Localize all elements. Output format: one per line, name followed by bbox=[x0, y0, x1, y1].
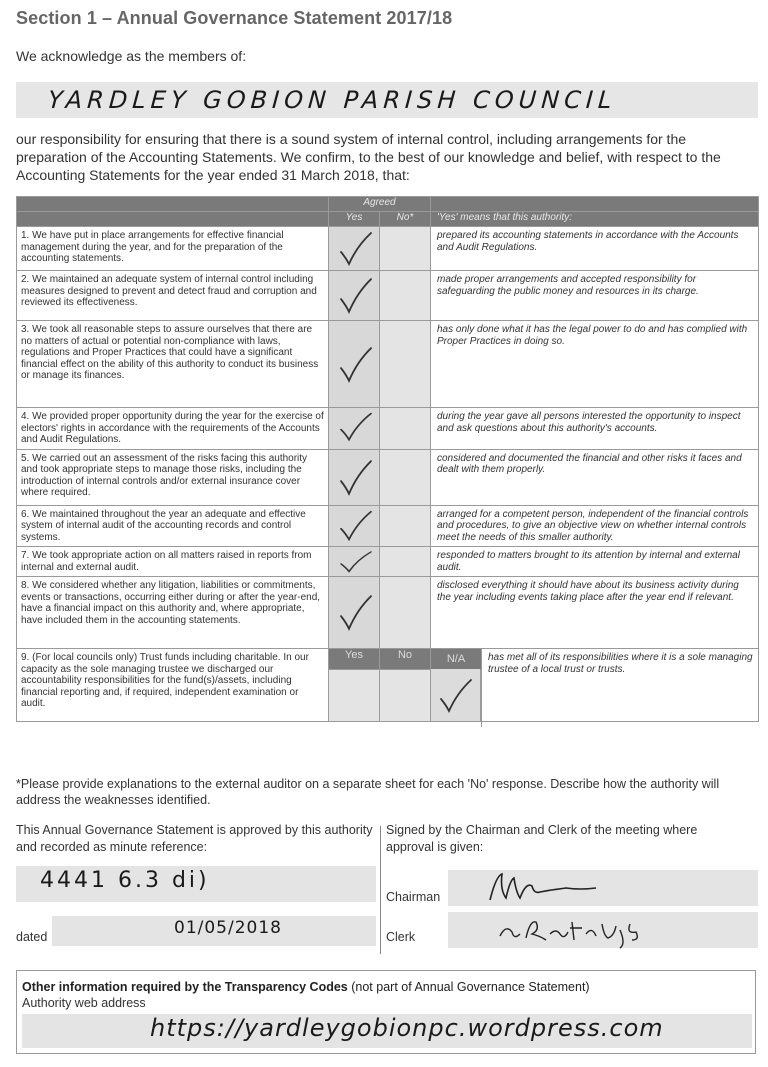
statement-row bbox=[17, 449, 759, 505]
yes-cell bbox=[329, 547, 380, 577]
other-information-title-bold: Other information required by the Transparency Codes bbox=[22, 980, 348, 994]
yes-cell bbox=[329, 408, 380, 450]
statement-text: 8. We considered whether any litigation, liabilities or commitments, events or transactions, occurring either during or after the year-end, have a financial impact on this authority and, where appropriate, have included them in the accounting statements. bbox=[17, 577, 329, 649]
means-text: considered and documented the financial and other risks it faces and dealt with them properly. bbox=[431, 449, 759, 505]
minute-reference-handwritten: 4441 6.3 di) bbox=[40, 868, 210, 893]
date-handwritten: 01/05/2018 bbox=[174, 918, 282, 938]
statement-row bbox=[17, 547, 759, 577]
no-cell bbox=[380, 449, 431, 505]
tick-mark-icon bbox=[337, 411, 373, 443]
tick-mark-icon bbox=[337, 550, 373, 574]
chairman-label: Chairman bbox=[386, 890, 441, 904]
yes-cell bbox=[329, 449, 380, 505]
statement-text: 7. We took appropriate action on all matters raised in reports from internal and external audit. bbox=[17, 547, 329, 577]
statement-row bbox=[17, 227, 759, 271]
row9-yes-header: Yes bbox=[329, 649, 380, 670]
tick-mark-icon bbox=[337, 230, 373, 268]
row9-yes-cell bbox=[329, 670, 380, 722]
no-cell bbox=[380, 321, 431, 408]
no-cell bbox=[380, 577, 431, 649]
statement-text: 4. We provided proper opportunity during the year for the exercise of electors' rights in accordance with the requirements of the Accounts and Audit Regulations. bbox=[17, 408, 329, 450]
no-cell bbox=[380, 547, 431, 577]
row9-na-cell bbox=[431, 669, 481, 721]
row9-na-header: N/A bbox=[431, 649, 481, 669]
means-text: prepared its accounting statements in accordance with the Accounts and Audit Regulations. bbox=[431, 227, 759, 271]
means-header: 'Yes' means that this authority: bbox=[431, 212, 759, 227]
dated-label: dated bbox=[16, 930, 48, 944]
no-cell bbox=[380, 271, 431, 321]
footnote: *Please provide explanations to the external auditor on a separate sheet for each 'No' response. Describe how the authority will address the weaknesses identified. bbox=[16, 777, 720, 807]
approved-text: This Annual Governance Statement is approved by this authority and recorded as minute reference: bbox=[16, 823, 373, 854]
agreed-header: Agreed bbox=[329, 197, 431, 212]
header-blank-right bbox=[431, 197, 759, 212]
statement-row bbox=[17, 577, 759, 649]
chairman-signature-icon bbox=[470, 868, 710, 908]
yes-header: Yes bbox=[329, 212, 380, 227]
tick-mark-icon bbox=[337, 458, 373, 498]
divider bbox=[380, 826, 381, 954]
statement-row bbox=[17, 321, 759, 408]
tick-mark-icon bbox=[437, 677, 473, 715]
row9-means: has met all of its responsibilities where it is a sole managing trustee of a local trust or trusts. bbox=[481, 649, 760, 727]
tick-mark-icon bbox=[337, 276, 373, 316]
statement-row bbox=[17, 505, 759, 547]
yes-cell bbox=[329, 227, 380, 271]
section-title: Section 1 – Annual Governance Statement 2017/18 bbox=[16, 8, 453, 28]
acknowledge-text: We acknowledge as the members of: bbox=[16, 48, 247, 64]
no-cell bbox=[380, 227, 431, 271]
row9-no-header: No bbox=[380, 649, 431, 670]
header-blank bbox=[17, 197, 329, 212]
other-information-title-rest: (not part of Annual Governance Statement) bbox=[347, 980, 590, 994]
signed-text: Signed by the Chairman and Clerk of the meeting where approval is given: bbox=[386, 823, 698, 854]
header-blank-2 bbox=[17, 212, 329, 227]
statement-text: 5. We carried out an assessment of the risks facing this authority and took appropriate steps to manage those risks, including the introduction of internal controls and/or external insurance cover where required. bbox=[17, 449, 329, 505]
means-text: has only done what it has the legal power to do and has complied with Proper Practices in doing so. bbox=[431, 321, 759, 408]
row9-no-cell bbox=[380, 670, 431, 722]
no-header: No* bbox=[380, 212, 431, 227]
yes-cell bbox=[329, 271, 380, 321]
row9-statement: 9. (For local councils only) Trust funds including charitable. In our capacity as the sole managing trustee we discharged our accountability responsibilities for the fund(s)/assets, including financial reporting and, if required, independent examination or audit. bbox=[17, 649, 329, 722]
yes-cell bbox=[329, 577, 380, 649]
yes-cell bbox=[329, 321, 380, 408]
web-address-label: Authority web address bbox=[22, 996, 146, 1010]
yes-cell bbox=[329, 505, 380, 547]
means-text: disclosed everything it should have about its business activity during the year including events taking place after the year end if relevant. bbox=[431, 577, 759, 649]
web-address-handwritten: https://yardleygobionpc.wordpress.com bbox=[150, 1014, 664, 1042]
statement-text: 1. We have put in place arrangements for effective financial management during the year, and for the preparation of the accounting statements. bbox=[17, 227, 329, 271]
no-cell bbox=[380, 505, 431, 547]
other-information-title bbox=[22, 980, 590, 994]
statement-text: 2. We maintained an adequate system of internal control including measures designed to prevent and detect fraud and corruption and reviewed its effectiveness. bbox=[17, 271, 329, 321]
statement-row bbox=[17, 408, 759, 450]
clerk-label: Clerk bbox=[386, 930, 416, 944]
means-text: during the year gave all persons interested the opportunity to inspect and ask questions about this authority's accounts. bbox=[431, 408, 759, 450]
statement-text: 6. We maintained throughout the year an adequate and effective system of internal audit of the accounting records and control systems. bbox=[17, 505, 329, 547]
statement-row bbox=[17, 271, 759, 321]
means-text: arranged for a competent person, independent of the financial controls and procedures, to give an objective view on whether internal controls meet the needs of this smaller authority. bbox=[431, 505, 759, 547]
means-text: made proper arrangements and accepted responsibility for safeguarding the public money and resources in its charge. bbox=[431, 271, 759, 321]
council-name-handwritten: YARDLEY GOBION PARISH COUNCIL bbox=[47, 86, 618, 114]
row9-means-cell bbox=[431, 649, 759, 722]
governance-table bbox=[16, 196, 759, 722]
clerk-signature-icon bbox=[470, 910, 710, 950]
tick-mark-icon bbox=[337, 509, 373, 543]
tick-mark-icon bbox=[337, 345, 373, 385]
intro-paragraph: our responsibility for ensuring that there is a sound system of internal control, including arrangements for the preparation of the Accounting Statements. We confirm, to the best of our knowledge and belief, with respect to the Accounting Statements for the year ended 31 March 2018, that: bbox=[16, 131, 721, 183]
no-cell bbox=[380, 408, 431, 450]
tick-mark-icon bbox=[337, 593, 373, 633]
statement-text: 3. We took all reasonable steps to assure ourselves that there are no matters of actual or potential non-compliance with laws, regulations and Proper Practices that could have a significant financial effect on the ability of this authority to conduct its business or manage its finances. bbox=[17, 321, 329, 408]
means-text: responded to matters brought to its attention by internal and external audit. bbox=[431, 547, 759, 577]
